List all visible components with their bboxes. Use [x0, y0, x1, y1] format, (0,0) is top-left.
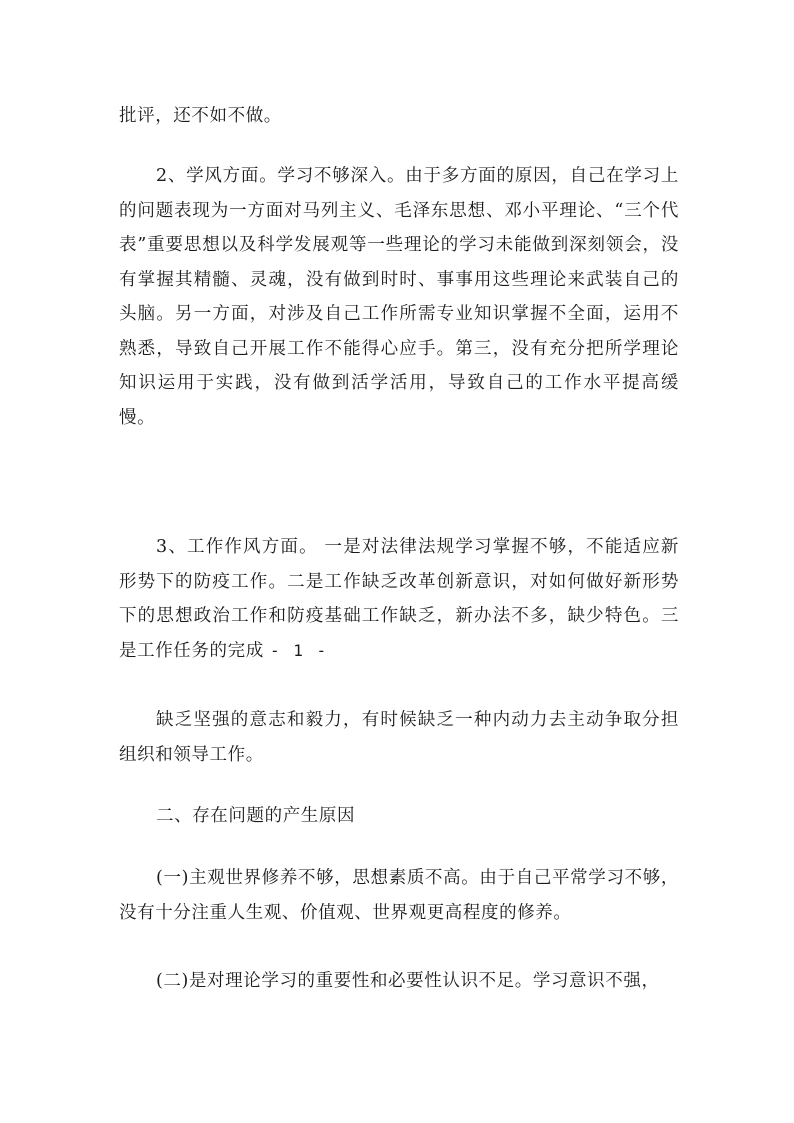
paragraph-work-style: [119, 530, 679, 668]
paragraph-text: 2、学风方面。学习不够深入。由于多方面的原因，自己在学习上的问题表现为一方面对马列主义、毛泽东思想、邓小平理论、“三个代表”重要思想以及科学发展观等一些理论的学习未能做到深刻领会，没有掌握其精髓、灵魂，没有做到时时、事事用这些理论来武装自己的头脑。另一方面，对涉及自己工作所需专业知识掌握不全面，运用不熟悉，导致自己开展工作不能得心应手。第三，没有充分把所学理论知识运用于实践，没有做到活学活用，导致自己的工作水平提高缓慢。: [119, 166, 679, 428]
section-heading-causes: [119, 799, 679, 834]
heading-text: 二、存在问题的产生原因: [156, 806, 356, 826]
paragraph-lack-willpower: [119, 703, 679, 772]
paragraph-continuation: [119, 99, 679, 134]
paragraph-study-style: [119, 159, 679, 435]
paragraph-cause-2: [119, 964, 679, 999]
paragraph-text: (二)是对理论学习的重要性和必要性认识不足。学习意识不强，: [156, 971, 660, 991]
page-number: - 1 -: [269, 640, 329, 660]
paragraph-text: (一)主观世界修养不够，思想素质不高。由于自己平常学习不够，没有十分注重人生观、价值观、世界观更高程度的修养。: [119, 868, 679, 923]
paragraph-text: 批评，还不如不做。: [119, 106, 282, 126]
paragraph-text: 3、工作作风方面。 一是对法律法规学习掌握不够，不能适应新形势下的防疫工作。二是工作缺乏改革创新意识，对如何做好新形势下的思想政治工作和防疫基础工作缺乏，新办法不多，缺少特色。三是工作任务的完成: [119, 537, 679, 661]
paragraph-cause-1: [119, 861, 679, 930]
paragraph-text: 缺乏坚强的意志和毅力，有时候缺乏一种内动力去主动争取分担组织和领导工作。: [119, 710, 679, 765]
